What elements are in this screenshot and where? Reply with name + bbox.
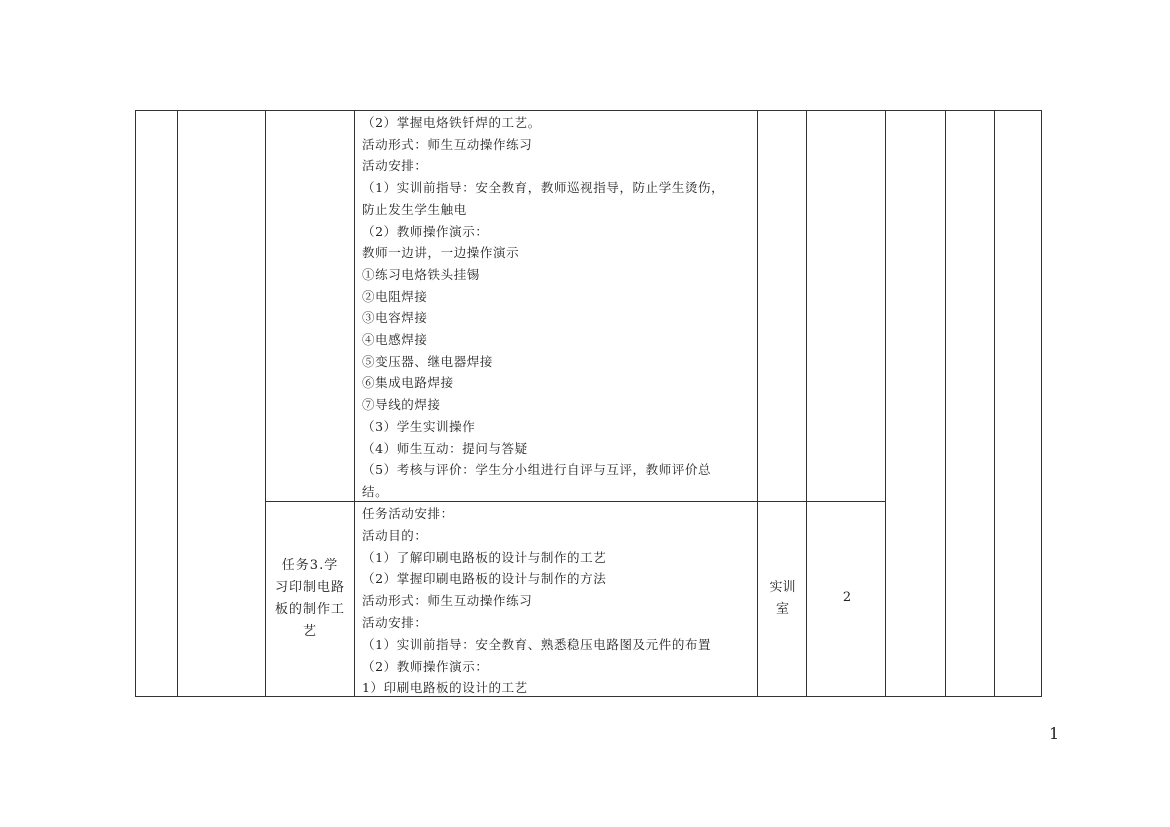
task-label-line: 板的制作工	[274, 602, 345, 617]
activity-line: ③电容焊接	[362, 310, 428, 326]
venue-cell	[758, 577, 807, 621]
table-bottom-border	[135, 696, 1042, 697]
activity-line: ②电阻焊接	[362, 288, 428, 304]
activity-line: ④电感焊接	[362, 332, 428, 347]
activity-line: 教师一边讲，一边操作演示	[362, 245, 520, 261]
activity-line: （2）教师操作演示：	[362, 223, 489, 239]
activity-line: （1）实训前指导：安全教育，教师巡视指导，防止学生烫伤，	[362, 180, 725, 196]
task-label-line: 习印制电路	[274, 580, 345, 595]
task-3-label	[266, 555, 354, 643]
page-number: 1	[1049, 724, 1060, 743]
col-border-6	[885, 110, 886, 697]
col-border-3	[354, 110, 355, 697]
activity-line: （2）掌握印刷电路板的设计与制作的方法	[362, 571, 607, 587]
activity-line: 结。	[362, 483, 389, 499]
activity-line: ⑦导线的焊接	[362, 397, 441, 413]
activity-line: （5）考核与评价：学生分小组进行自评与互评，教师评价总	[362, 462, 712, 478]
activity-line: （1）实训前指导：安全教育、熟悉稳压电路图及元件的布置	[362, 636, 712, 652]
hours-cell: 2	[842, 590, 852, 605]
venue-line: 实训	[769, 580, 796, 595]
activity-line: 活动目的：	[362, 527, 428, 543]
activity-line: 活动安排：	[362, 158, 428, 174]
task-label-line: 任务3.学	[281, 558, 339, 573]
table-top-border	[135, 110, 1042, 111]
col-border-8	[994, 110, 995, 697]
col-border-1	[177, 110, 178, 697]
activity-line: （1）了解印刷电路板的设计与制作的工艺	[362, 549, 607, 565]
activity-line: ①练习电烙铁头挂锡	[362, 266, 480, 282]
activity-line: ⑤变压器、继电器焊接	[362, 353, 494, 369]
row-divider	[266, 501, 886, 502]
activity-line: （2）掌握电烙铁钎焊的工艺。	[362, 115, 541, 130]
activity-line: 活动形式：师生互动操作练习	[362, 593, 533, 609]
activity-line: （2）教师操作演示：	[362, 658, 489, 674]
col-border-7	[945, 110, 946, 697]
activity-line: 防止发生学生触电	[362, 201, 467, 217]
venue-line: 室	[775, 602, 789, 617]
activity-line: （4）师生互动：提问与答疑	[362, 440, 528, 456]
col-border-0	[135, 110, 136, 697]
activity-line: 1）印刷电路板的设计的工艺	[362, 680, 528, 696]
activity-line: 活动安排：	[362, 615, 428, 630]
activity-line: 活动形式：师生互动操作练习	[362, 136, 533, 152]
activity-line: ⑥集成电路焊接	[362, 375, 454, 391]
activity-line: （3）学生实训操作	[362, 418, 476, 434]
activity-line: 任务活动安排：	[362, 506, 454, 521]
task-label-line: 艺	[302, 624, 317, 639]
col-border-9	[1041, 110, 1042, 697]
